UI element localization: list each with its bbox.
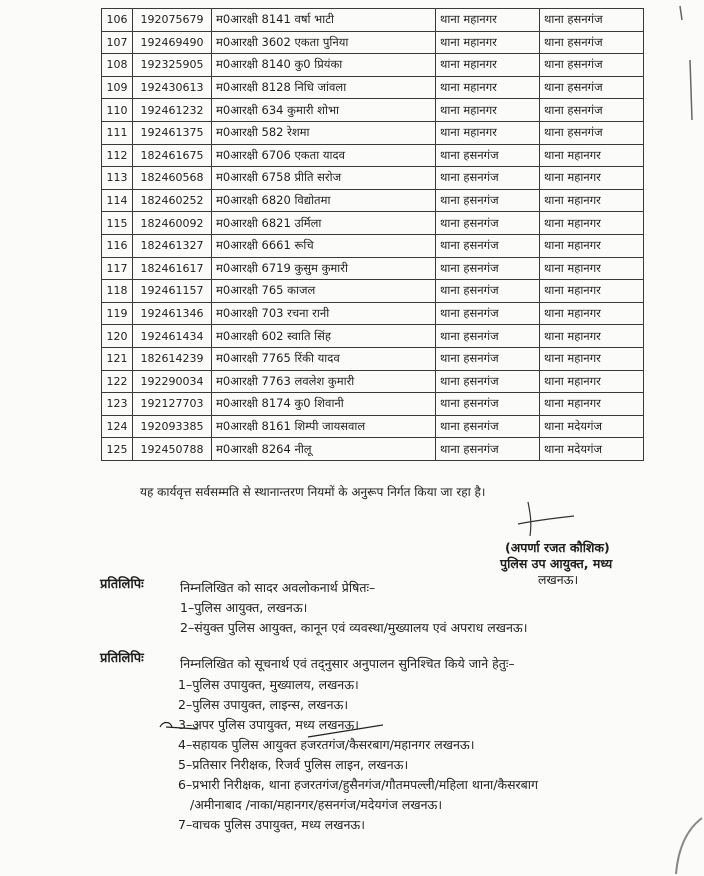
- name-cell: म0आरक्षी 765 काजल: [212, 280, 436, 303]
- pno-cell: 192461434: [133, 325, 212, 348]
- to-station-cell: थाना महानगर: [540, 370, 644, 393]
- minutes-note: यह कार्यवृत्त सर्वसम्मति से स्थानान्तरण नियमों के अनुरूप निर्गत किया जा रहा है।: [140, 485, 486, 499]
- pno-cell: 192075679: [133, 9, 212, 32]
- pno-cell: 182461327: [133, 234, 212, 257]
- to-station-cell: थाना महानगर: [540, 325, 644, 348]
- name-cell: म0आरक्षी 582 रेशमा: [212, 121, 436, 144]
- pno-cell: 192450788: [133, 438, 212, 461]
- to-station-cell: थाना महानगर: [540, 167, 644, 190]
- copy2-item: 1–पुलिस उपायुक्त, मुख्यालय, लखनऊ।: [178, 677, 359, 692]
- copy2-label: प्रतिलिपिः: [100, 651, 144, 666]
- from-station-cell: थाना हसनगंज: [436, 347, 540, 370]
- copy2-item: /अमीनाबाद /नाका/महानगर/हसनगंज/मदेयगंज लखनऊ।: [190, 797, 443, 812]
- serial-number-cell: 123: [102, 393, 133, 416]
- serial-number-cell: 114: [102, 189, 133, 212]
- serial-number-cell: 109: [102, 76, 133, 99]
- to-station-cell: थाना महानगर: [540, 393, 644, 416]
- copy1-label: प्रतिलिपिः: [100, 577, 144, 592]
- serial-number-cell: 120: [102, 325, 133, 348]
- serial-number-cell: 119: [102, 302, 133, 325]
- pno-cell: 192461157: [133, 280, 212, 303]
- name-cell: म0आरक्षी 703 रचना रानी: [212, 302, 436, 325]
- from-station-cell: थाना महानगर: [436, 9, 540, 32]
- serial-number-cell: 116: [102, 234, 133, 257]
- from-station-cell: थाना हसनगंज: [436, 167, 540, 190]
- to-station-cell: थाना महानगर: [540, 189, 644, 212]
- transfer-table: [101, 8, 644, 461]
- from-station-cell: थाना महानगर: [436, 54, 540, 77]
- name-cell: म0आरक्षी 6758 प्रीति सरोज: [212, 167, 436, 190]
- table-row: [102, 370, 644, 393]
- name-cell: म0आरक्षी 6661 रूचि: [212, 234, 436, 257]
- table-row: [102, 325, 644, 348]
- table-row: [102, 76, 644, 99]
- to-station-cell: थाना महानगर: [540, 280, 644, 303]
- pno-cell: 192461346: [133, 302, 212, 325]
- page-corner-curl: [664, 816, 704, 876]
- signature-stroke: [508, 500, 578, 540]
- table-row: [102, 347, 644, 370]
- serial-number-cell: 106: [102, 9, 133, 32]
- serial-number-cell: 118: [102, 280, 133, 303]
- pno-cell: 192461232: [133, 99, 212, 122]
- from-station-cell: थाना हसनगंज: [436, 325, 540, 348]
- from-station-cell: थाना हसनगंज: [436, 257, 540, 280]
- from-station-cell: थाना महानगर: [436, 76, 540, 99]
- name-cell: म0आरक्षी 634 कुमारी शोभा: [212, 99, 436, 122]
- copy2-item: 4–सहायक पुलिस आयुक्त हजरतगंज/कैसरबाग/महानगर लखनऊ।: [178, 737, 475, 752]
- to-station-cell: थाना हसनगंज: [540, 76, 644, 99]
- pno-cell: 192430613: [133, 76, 212, 99]
- name-cell: म0आरक्षी 3602 एकता पुनिया: [212, 31, 436, 54]
- table-row: [102, 31, 644, 54]
- to-station-cell: थाना मदेयगंज: [540, 415, 644, 438]
- name-cell: म0आरक्षी 7763 लवलेश कुमारी: [212, 370, 436, 393]
- to-station-cell: थाना हसनगंज: [540, 99, 644, 122]
- serial-number-cell: 124: [102, 415, 133, 438]
- from-station-cell: थाना हसनगंज: [436, 234, 540, 257]
- pno-cell: 192290034: [133, 370, 212, 393]
- to-station-cell: थाना हसनगंज: [540, 31, 644, 54]
- from-station-cell: थाना हसनगंज: [436, 370, 540, 393]
- table-row: [102, 234, 644, 257]
- from-station-cell: थाना हसनगंज: [436, 189, 540, 212]
- name-cell: म0आरक्षी 8264 नीलू: [212, 438, 436, 461]
- serial-number-cell: 115: [102, 212, 133, 235]
- table-row: [102, 257, 644, 280]
- pno-cell: 192461375: [133, 121, 212, 144]
- name-cell: म0आरक्षी 8161 शिम्पी जायसवाल: [212, 415, 436, 438]
- from-station-cell: थाना हसनगंज: [436, 393, 540, 416]
- pno-cell: 182460092: [133, 212, 212, 235]
- copy1-item: 2–संयुक्त पुलिस आयुक्त, कानून एवं व्यवस्था/मुख्यालय एवं अपराध लखनऊ।: [180, 620, 528, 635]
- pno-cell: 182461617: [133, 257, 212, 280]
- table-row: [102, 189, 644, 212]
- scan-edge-mark: [676, 0, 696, 140]
- table-row: [102, 393, 644, 416]
- name-cell: म0आरक्षी 6706 एकता यादव: [212, 144, 436, 167]
- from-station-cell: थाना महानगर: [436, 31, 540, 54]
- table-row: [102, 121, 644, 144]
- serial-number-cell: 125: [102, 438, 133, 461]
- copy1-item: 1–पुलिस आयुक्त, लखनऊ।: [180, 600, 308, 615]
- from-station-cell: थाना हसनगंज: [436, 212, 540, 235]
- serial-number-cell: 117: [102, 257, 133, 280]
- serial-number-cell: 108: [102, 54, 133, 77]
- from-station-cell: थाना हसनगंज: [436, 302, 540, 325]
- serial-number-cell: 110: [102, 99, 133, 122]
- serial-number-cell: 113: [102, 167, 133, 190]
- to-station-cell: थाना महानगर: [540, 302, 644, 325]
- pno-cell: 192469490: [133, 31, 212, 54]
- to-station-cell: थाना महानगर: [540, 212, 644, 235]
- pno-cell: 182460568: [133, 167, 212, 190]
- from-station-cell: थाना महानगर: [436, 99, 540, 122]
- table-row: [102, 99, 644, 122]
- serial-number-cell: 121: [102, 347, 133, 370]
- copy2-item: 3–अपर पुलिस उपायुक्त, मध्य लखनऊ।: [178, 717, 359, 732]
- copy2-intro: निम्नलिखित को सूचनार्थ एवं तद्नुसार अनुपालन सुनिश्चित किये जाने हेतुः–: [180, 656, 515, 671]
- signatory-city: लखनऊ।: [538, 572, 579, 587]
- name-cell: म0आरक्षी 8174 कु0 शिवानी: [212, 393, 436, 416]
- table-row: [102, 212, 644, 235]
- table-row: [102, 54, 644, 77]
- serial-number-cell: 107: [102, 31, 133, 54]
- name-cell: म0आरक्षी 8140 कु0 प्रियंका: [212, 54, 436, 77]
- to-station-cell: थाना हसनगंज: [540, 54, 644, 77]
- table-row: [102, 9, 644, 32]
- copy2-item: 2–पुलिस उपायुक्त, लाइन्स, लखनऊ।: [178, 697, 349, 712]
- copy2-item: 5–प्रतिसार निरीक्षक, रिजर्व पुलिस लाइन, लखनऊ।: [178, 757, 409, 772]
- to-station-cell: थाना महानगर: [540, 144, 644, 167]
- signatory-designation: पुलिस उप आयुक्त, मध्य: [500, 556, 613, 571]
- pno-cell: 192127703: [133, 393, 212, 416]
- to-station-cell: थाना महानगर: [540, 347, 644, 370]
- name-cell: म0आरक्षी 8128 निधि जांवला: [212, 76, 436, 99]
- name-cell: म0आरक्षी 6821 उर्मिला: [212, 212, 436, 235]
- pno-cell: 192093385: [133, 415, 212, 438]
- name-cell: म0आरक्षी 6820 विद्योतमा: [212, 189, 436, 212]
- signatory-name: (अपर्णा रजत कौशिक): [505, 540, 610, 555]
- table-row: [102, 167, 644, 190]
- name-cell: म0आरक्षी 7765 रिंकी यादव: [212, 347, 436, 370]
- to-station-cell: थाना मदेयगंज: [540, 438, 644, 461]
- from-station-cell: थाना हसनगंज: [436, 280, 540, 303]
- serial-number-cell: 122: [102, 370, 133, 393]
- table-row: [102, 415, 644, 438]
- pno-cell: 182614239: [133, 347, 212, 370]
- from-station-cell: थाना हसनगंज: [436, 144, 540, 167]
- name-cell: म0आरक्षी 8141 वर्षा भाटी: [212, 9, 436, 32]
- serial-number-cell: 111: [102, 121, 133, 144]
- to-station-cell: थाना हसनगंज: [540, 121, 644, 144]
- copy2-item: 6–प्रभारी निरीक्षक, थाना हजरतगंज/हुसैनगंज/गौतमपल्ली/महिला थाना/कैसरबाग: [178, 777, 539, 792]
- copy1-intro: निम्नलिखित को सादर अवलोकनार्थ प्रेषितः–: [180, 580, 376, 595]
- table-row: [102, 438, 644, 461]
- name-cell: म0आरक्षी 6719 कुसुम कुमारी: [212, 257, 436, 280]
- pno-cell: 182460252: [133, 189, 212, 212]
- table-row: [102, 280, 644, 303]
- copy2-item: 7–वाचक पुलिस उपायुक्त, मध्य लखनऊ।: [178, 817, 365, 832]
- from-station-cell: थाना हसनगंज: [436, 438, 540, 461]
- to-station-cell: थाना हसनगंज: [540, 9, 644, 32]
- from-station-cell: थाना हसनगंज: [436, 415, 540, 438]
- table-row: [102, 144, 644, 167]
- table-row: [102, 302, 644, 325]
- to-station-cell: थाना महानगर: [540, 257, 644, 280]
- from-station-cell: थाना महानगर: [436, 121, 540, 144]
- name-cell: म0आरक्षी 602 स्वाति सिंह: [212, 325, 436, 348]
- handwritten-strike: [158, 717, 398, 741]
- to-station-cell: थाना महानगर: [540, 234, 644, 257]
- pno-cell: 182461675: [133, 144, 212, 167]
- serial-number-cell: 112: [102, 144, 133, 167]
- pno-cell: 192325905: [133, 54, 212, 77]
